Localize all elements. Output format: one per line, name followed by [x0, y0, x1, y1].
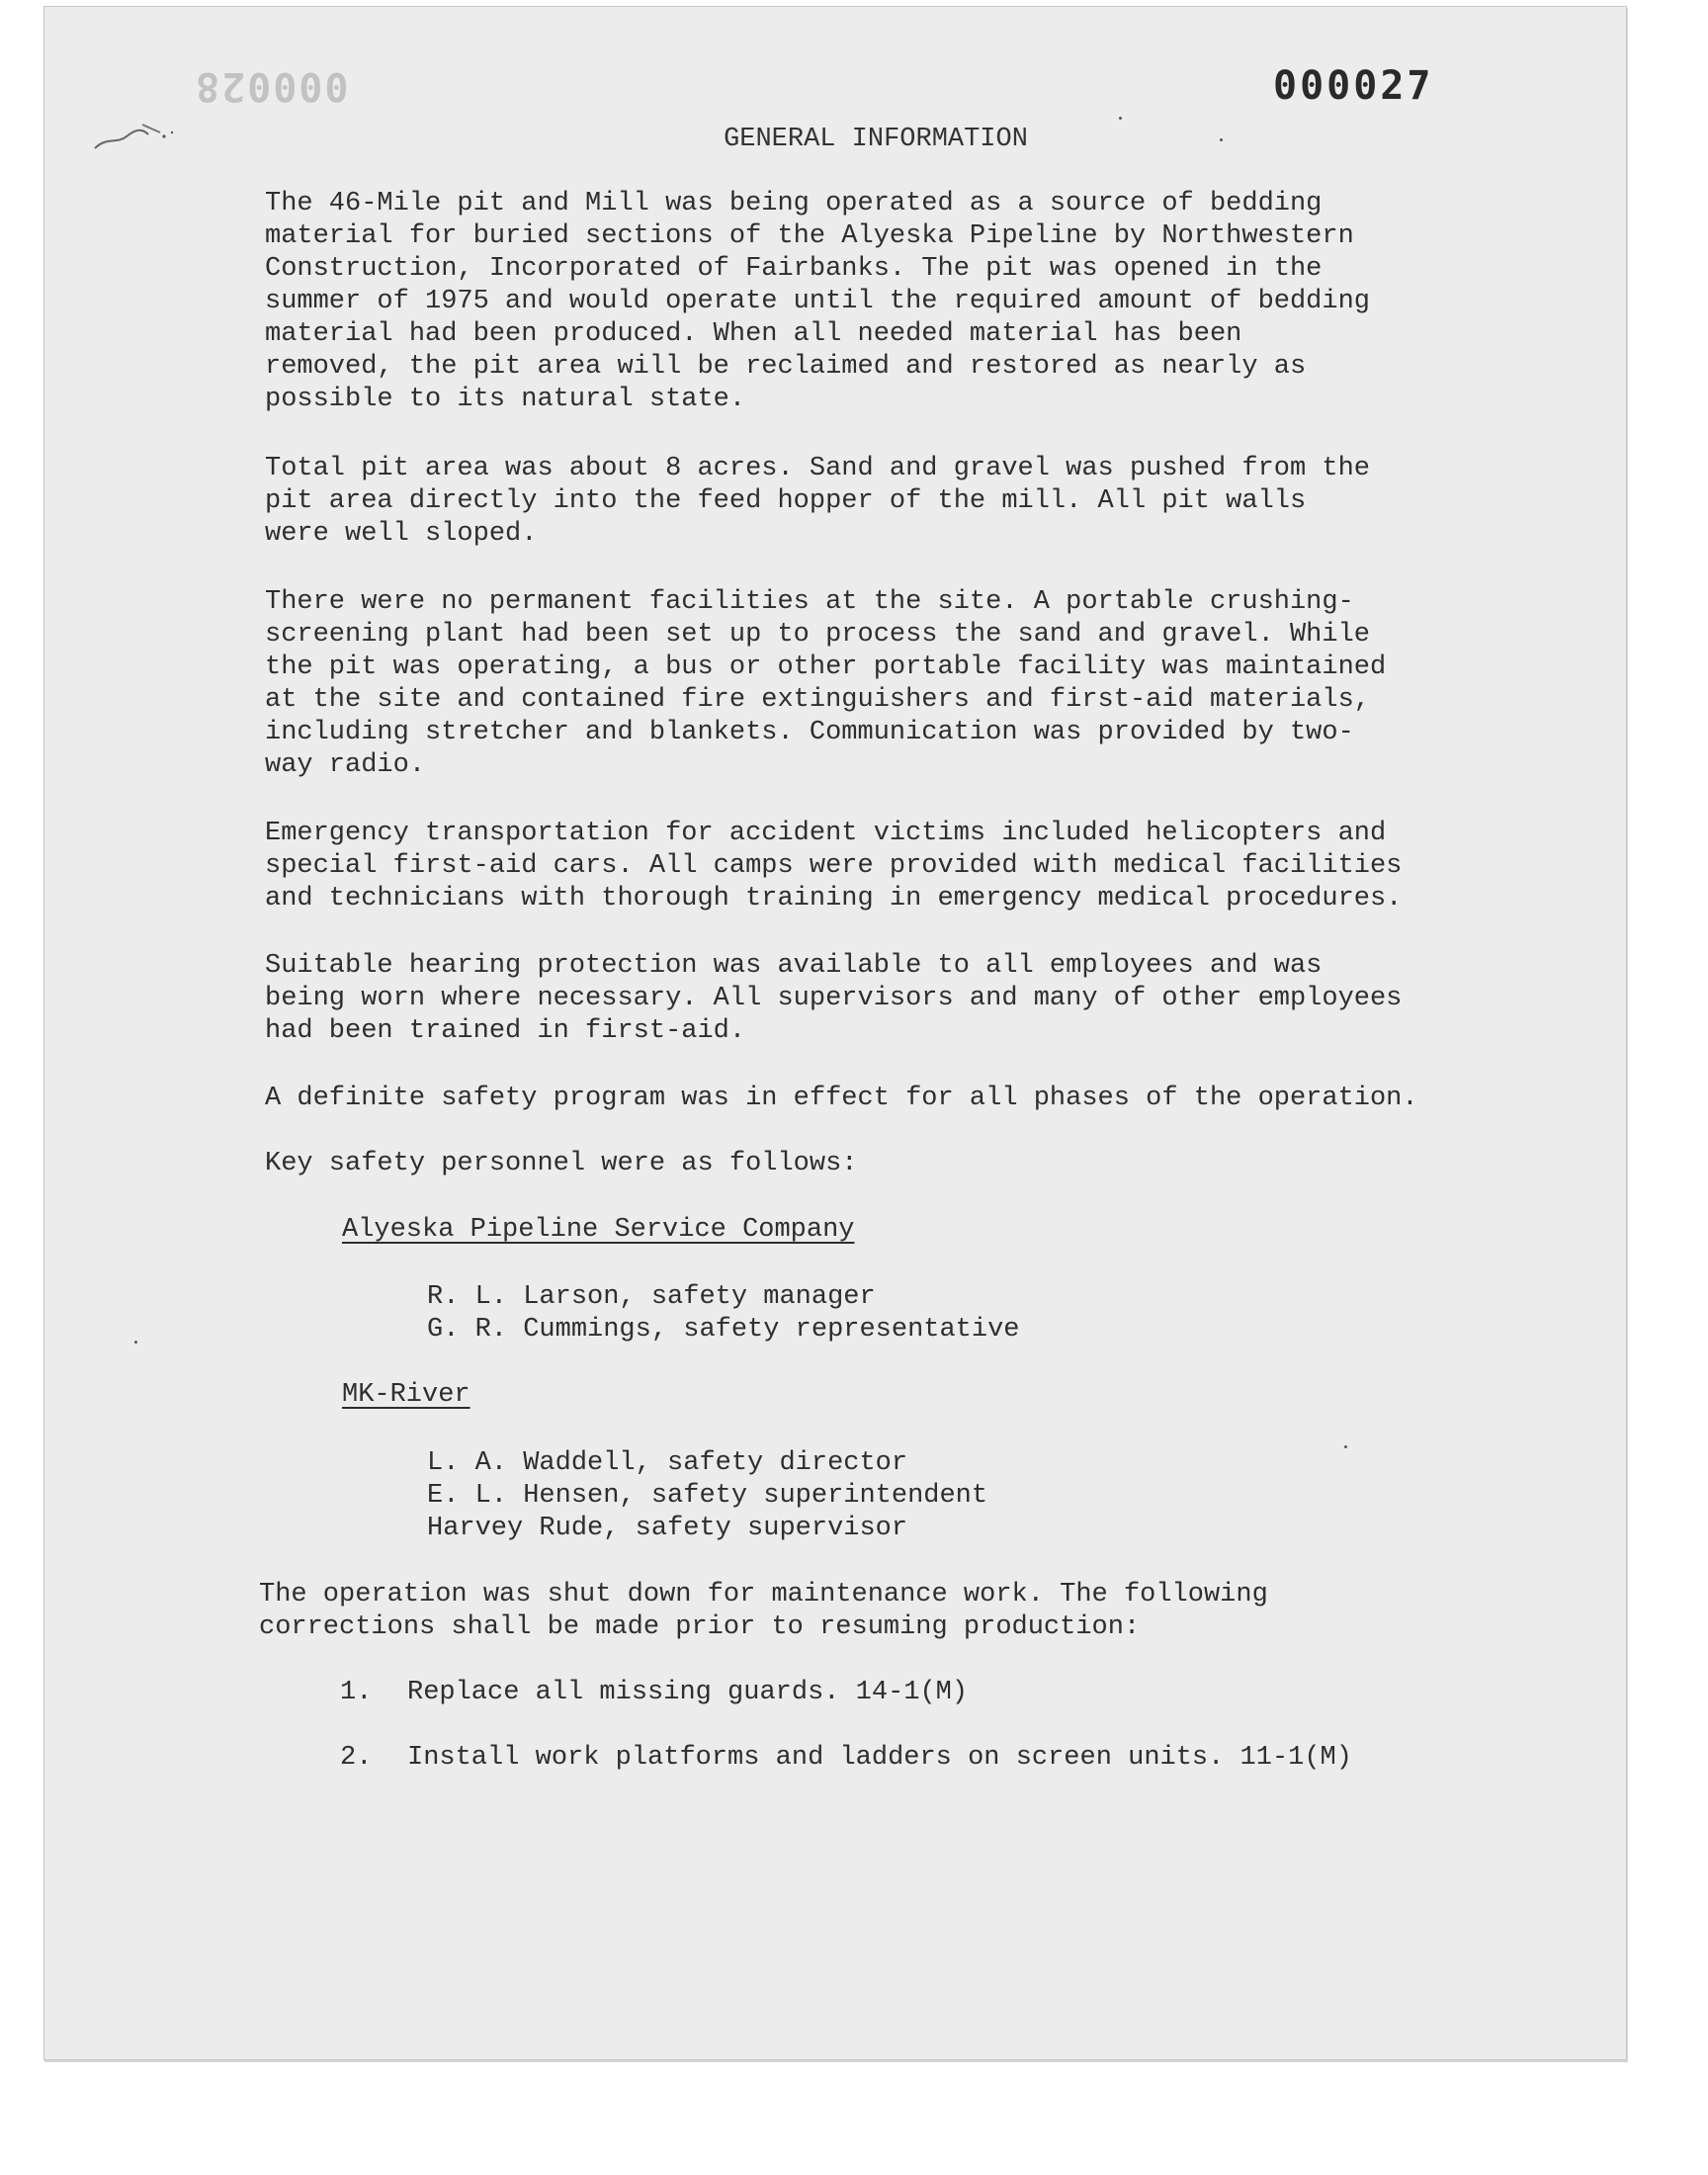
paper-speck — [1220, 138, 1223, 141]
correction-number: 2. — [340, 1743, 373, 1773]
correction-item — [340, 1677, 968, 1709]
page-number: 000027 — [1273, 63, 1434, 109]
paragraph-facilities: There were no permanent facilities at the site. A portable crushing- screening plant had been set up to process the sand and gravel. While the pit was operating, a bus or other portable facility was maintained at the site and contained fire extinguishers and first-aid materials, including stretcher and blankets. Communication was provided by two- way radio. — [265, 587, 1387, 780]
paper-speck — [134, 1341, 137, 1344]
paragraph-pit-area: Total pit area was about 8 acres. Sand and gravel was pushed from the pit area directly into the feed hopper of the mill. All pit walls were well sloped. — [265, 454, 1370, 549]
personnel-entry: E. L. Hensen, safety superintendent — [427, 1481, 988, 1511]
correction-number: 1. — [340, 1678, 373, 1707]
paragraph-site-description: The 46-Mile pit and Mill was being operated as a source of bedding material for buried sections of the Alyeska Pipeline by Northwestern Construction, Incorporated of Fairbanks. The pit was opened in the summer of 1975 and would operate until the required amount of bedding material had been produced. When all needed material has been removed, the pit area will be reclaimed and restored as nearly as possible to its natural state. — [265, 189, 1370, 414]
company-heading-alyeska: Alyeska Pipeline Service Company — [342, 1215, 855, 1245]
correction-text: Replace all missing guards. 14-1(M) — [407, 1678, 969, 1707]
paragraph-hearing-protection: Suitable hearing protection was available to all employees and was being worn where necessary. All supervisors and many of other employees had been trained in first-aid. — [265, 951, 1403, 1046]
paper-speck — [1119, 117, 1122, 120]
personnel-entry: L. A. Waddell, safety director — [427, 1448, 908, 1478]
correction-text: Install work platforms and ladders on screen units. 11-1(M) — [407, 1743, 1352, 1773]
personnel-entry: G. R. Cummings, safety representative — [427, 1315, 1020, 1345]
bleed-through-page-number: 000028 — [194, 63, 349, 109]
paper-speck — [1344, 1445, 1347, 1448]
page-title: GENERAL INFORMATION — [724, 125, 1028, 154]
personnel-entry: Harvey Rude, safety supervisor — [427, 1514, 908, 1543]
correction-item — [340, 1742, 1352, 1775]
paragraph-emergency-transport: Emergency transportation for accident victims included helicopters and special first-aid cars. All camps were provided with medical facilities and technicians with thorough training in emergency medical procedures. — [265, 819, 1403, 914]
paragraph-safety-program: A definite safety program was in effect for all phases of the operation. — [265, 1084, 1418, 1113]
paragraph-key-personnel: Key safety personnel were as follows: — [265, 1149, 858, 1178]
personnel-entry: R. L. Larson, safety manager — [427, 1282, 876, 1312]
paragraph-shutdown: The operation was shut down for maintenance work. The following corrections shall be made prior to resuming production: — [259, 1580, 1268, 1642]
company-heading-mk-river: MK-River — [342, 1380, 470, 1410]
